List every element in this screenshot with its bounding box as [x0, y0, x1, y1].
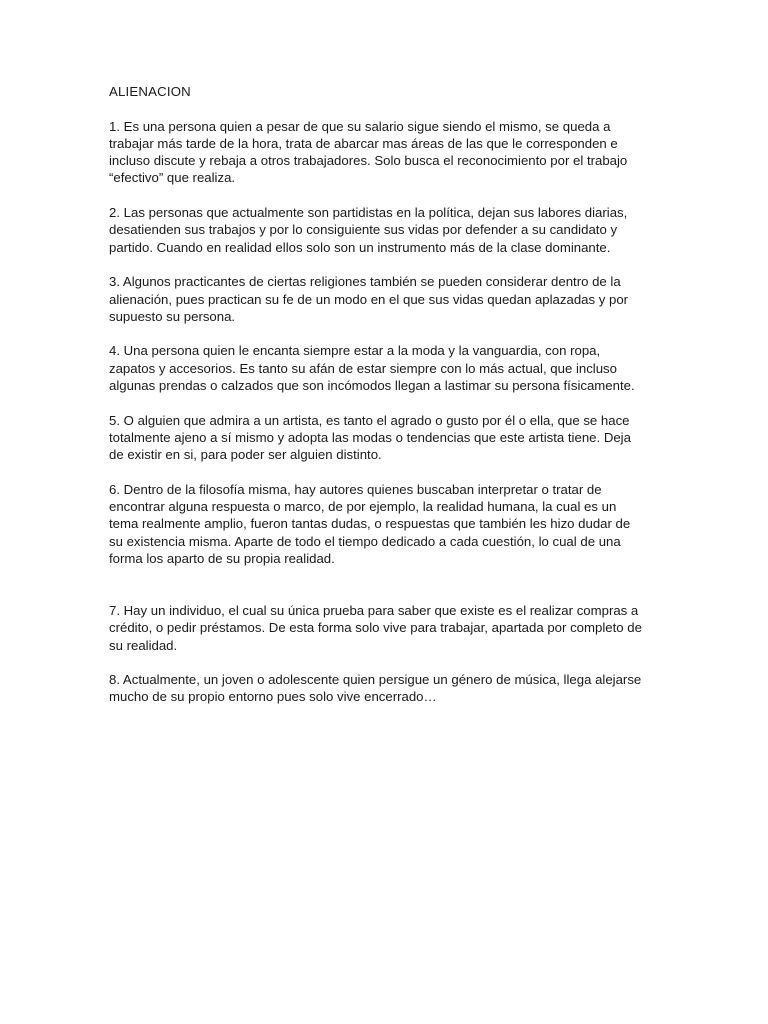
paragraph-line: “efectivo” que realiza.: [109, 170, 236, 186]
paragraph-line: supuesto su persona.: [109, 308, 236, 324]
paragraph-1: [109, 118, 661, 187]
paragraph-8: [109, 671, 661, 706]
paragraph-line: 5. O alguien que admira a un artista, es tanto el agrado o gusto por él o ella, que se hace: [109, 412, 630, 428]
paragraph-line: totalmente ajeno a sí mismo y adopta las modas o tendencias que este artista tiene. Deja: [109, 429, 631, 445]
paragraph-line: 8. Actualmente, un joven o adolescente quien persigue un género de música, llega alejarse: [109, 672, 642, 688]
document-page: [109, 83, 661, 723]
document-title: ALIENACION: [109, 84, 191, 99]
paragraph-line: encontrar alguna respuesta o marco, de por ejemplo, la realidad humana, la cual es un: [109, 499, 617, 515]
paragraph-line: trabajar más tarde de la hora, trata de abarcar mas áreas de las que le corresponden e: [109, 135, 618, 151]
paragraph-line: 3. Algunos practicantes de ciertas religiones también se pueden considerar dentro de la: [109, 274, 621, 290]
paragraph-6: [109, 481, 661, 567]
paragraph-line: partido. Cuando en realidad ellos solo son un instrumento más de la clase dominante.: [109, 239, 611, 255]
paragraph-line: de existir en si, para poder ser alguien distinto.: [109, 447, 382, 463]
paragraph-line: 7. Hay un individuo, el cual su única prueba para saber que existe es el realizar compras a: [109, 602, 639, 618]
paragraph-line: desatienden sus trabajos y por lo consiguiente sus vidas por defender a su candidato y: [109, 222, 618, 238]
paragraph-5: [109, 412, 661, 464]
paragraph-line: algunas prendas o calzados que son incómodos llegan a lastimar su persona físicamente.: [109, 378, 635, 394]
paragraph-line: zapatos y accesorios. Es tanto su afán de estar siempre con lo más actual, que incluso: [109, 360, 617, 376]
paragraph-line: 1. Es una persona quien a pesar de que su salario sigue siendo el mismo, se queda a: [109, 118, 611, 134]
paragraph-line: su existencia misma. Aparte de todo el tiempo dedicado a cada cuestión, lo cual de una: [109, 533, 621, 549]
paragraph-7: [109, 602, 661, 654]
paragraph-line: tema realmente amplio, fueron tantas dudas, o respuestas que también les hizo dudar de: [109, 516, 631, 532]
paragraph-line: crédito, o pedir préstamos. De esta forma solo vive para trabajar, apartada por completo de: [109, 620, 642, 636]
paragraph-line: forma los aparto de su propia realidad.: [109, 551, 335, 567]
paragraph-2: [109, 204, 661, 256]
paragraph-4: [109, 342, 661, 394]
paragraph-line: 2. Las personas que actualmente son partidistas en la política, dejan sus labores diarias,: [109, 205, 628, 221]
blank-line: [109, 585, 661, 602]
paragraph-3: [109, 273, 661, 325]
paragraph-line: alienación, pues practican su fe de un modo en el que sus vidas quedan aplazadas y por: [109, 291, 629, 307]
paragraph-line: incluso discute y rebaja a otros trabajadores. Solo busca el reconocimiento por el trabajo: [109, 153, 628, 169]
paragraph-line: 6. Dentro de la filosofía misma, hay autores quienes buscaban interpretar o tratar de: [109, 481, 602, 497]
paragraph-line: mucho de su propio entorno pues solo vive encerrado…: [109, 689, 437, 705]
paragraph-line: 4. Una persona quien le encanta siempre estar a la moda y la vanguardia, con ropa,: [109, 343, 601, 359]
paragraph-line: su realidad.: [109, 637, 178, 653]
